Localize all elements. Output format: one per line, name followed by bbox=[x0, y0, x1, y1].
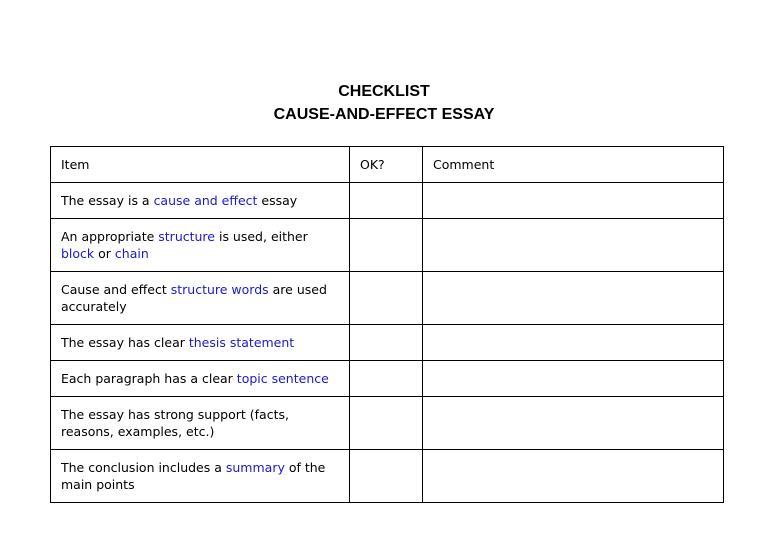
ok-cell[interactable] bbox=[350, 219, 423, 272]
table-row bbox=[51, 361, 724, 397]
header-row bbox=[51, 147, 724, 183]
header-comment: Comment bbox=[423, 147, 724, 183]
item-cell: The conclusion includes a summary of the main points bbox=[51, 450, 350, 503]
comment-cell[interactable] bbox=[423, 272, 724, 325]
ok-cell[interactable] bbox=[350, 397, 423, 450]
table-row bbox=[51, 219, 724, 272]
item-cell: The essay is a cause and effect essay bbox=[51, 183, 350, 219]
item-cell: The essay has strong support (facts, reasons, examples, etc.) bbox=[51, 397, 350, 450]
title-line-1: CHECKLIST bbox=[338, 83, 430, 100]
ok-cell[interactable] bbox=[350, 450, 423, 503]
comment-cell[interactable] bbox=[423, 183, 724, 219]
table-row bbox=[51, 272, 724, 325]
key-term: thesis statement bbox=[188, 335, 295, 350]
ok-cell[interactable] bbox=[350, 361, 423, 397]
key-term: summary bbox=[225, 460, 285, 475]
comment-cell[interactable] bbox=[423, 450, 724, 503]
comment-cell[interactable] bbox=[423, 325, 724, 361]
page-title bbox=[0, 80, 768, 126]
comment-cell[interactable] bbox=[423, 361, 724, 397]
ok-cell[interactable] bbox=[350, 272, 423, 325]
item-cell: Cause and effect structure words are used accurately bbox=[51, 272, 350, 325]
key-term: chain bbox=[114, 246, 149, 261]
key-term: cause and effect bbox=[153, 193, 258, 208]
ok-cell[interactable] bbox=[350, 183, 423, 219]
key-term: structure bbox=[158, 229, 215, 244]
header-item: Item bbox=[51, 147, 350, 183]
table-row bbox=[51, 397, 724, 450]
key-term: topic sentence bbox=[236, 371, 329, 386]
checklist-table bbox=[50, 146, 724, 503]
comment-cell[interactable] bbox=[423, 219, 724, 272]
table-row bbox=[51, 325, 724, 361]
table-row bbox=[51, 450, 724, 503]
table-row bbox=[51, 183, 724, 219]
header-ok: OK? bbox=[350, 147, 423, 183]
key-term: block bbox=[61, 246, 95, 261]
item-cell: Each paragraph has a clear topic sentence bbox=[51, 361, 350, 397]
item-cell: An appropriate structure is used, either block or chain bbox=[51, 219, 350, 272]
ok-cell[interactable] bbox=[350, 325, 423, 361]
title-line-2: CAUSE-AND-EFFECT ESSAY bbox=[273, 106, 495, 123]
key-term: structure words bbox=[170, 282, 269, 297]
comment-cell[interactable] bbox=[423, 397, 724, 450]
item-cell: The essay has clear thesis statement bbox=[51, 325, 350, 361]
